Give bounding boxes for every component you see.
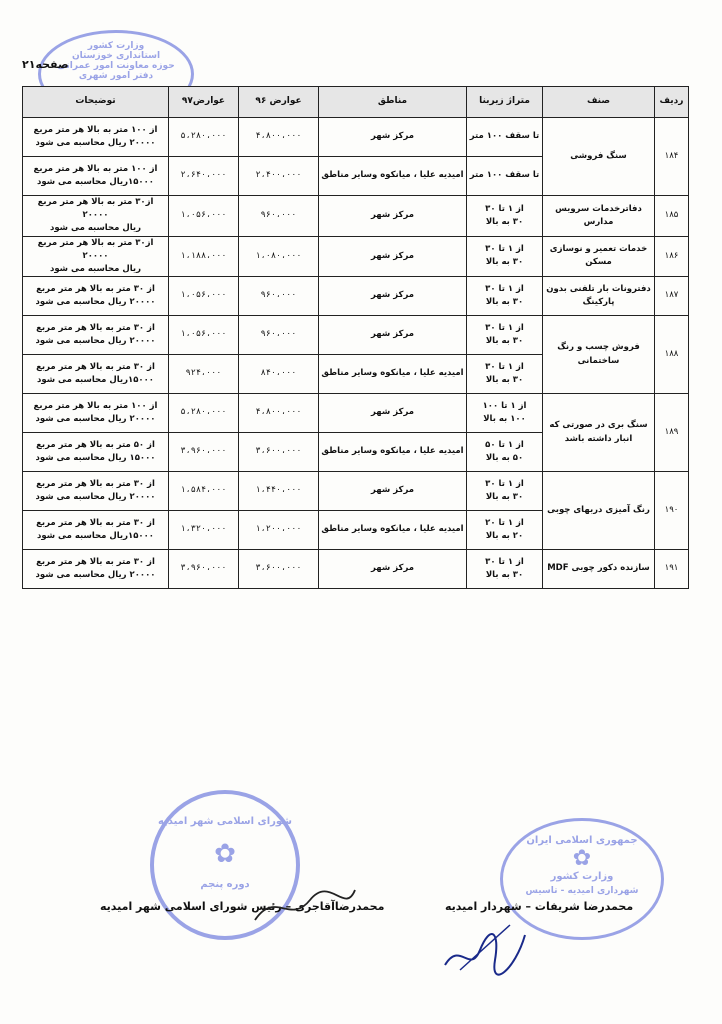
emblem-icon: ✿ bbox=[572, 846, 592, 871]
type-line-1: فروش چسب و رنگ bbox=[557, 342, 640, 353]
area-line-1: از ۱ تا ۳۰ bbox=[485, 556, 524, 567]
area-line-1: از ۱ تا ۳۰ bbox=[485, 244, 524, 255]
area-line-2: ۳۰ به بالا bbox=[485, 492, 524, 503]
type-line-2: پارکینگ bbox=[582, 297, 615, 308]
stamp-right-line-2: وزارت کشور bbox=[550, 871, 614, 882]
fees-table bbox=[22, 86, 689, 589]
note-line-1: از ۳۰ متر به بالا هر متر مربع bbox=[36, 361, 155, 372]
area-line-1: از ۱ تا ۳۰ bbox=[485, 322, 524, 333]
note bbox=[23, 355, 169, 394]
row-number: ۱۸۶ bbox=[655, 236, 689, 277]
business-type bbox=[543, 316, 655, 394]
area-line-2: ۲۰ به بالا bbox=[485, 531, 524, 542]
table-row bbox=[23, 277, 689, 316]
table-row bbox=[23, 550, 689, 589]
note-line-2: ۲۰۰۰۰ ریال محاسبه می شود bbox=[35, 138, 156, 148]
note-line-1: از ۳۰ متر به بالا هر متر مربع bbox=[36, 517, 155, 528]
note-line-2: ۱۵۰۰۰ ریال محاسبه می شود bbox=[35, 453, 156, 464]
business-type: سازنده دکور چوبی MDF bbox=[543, 550, 655, 589]
note-line-2: ۲۰۰۰۰ ریال محاسبه می شود bbox=[35, 492, 156, 503]
stamp-top-line-4: دفتر امور شهری bbox=[78, 71, 154, 81]
note-line-2: ریال محاسبه می شود bbox=[49, 223, 141, 234]
fee-96: ۲،۴۰۰،۰۰۰ bbox=[239, 157, 319, 196]
area-line-1: از ۱ تا ۵۰ bbox=[485, 439, 524, 450]
fee-97: ۹۲۴،۰۰۰ bbox=[169, 355, 239, 394]
emblem-icon: ✿ bbox=[214, 839, 236, 869]
area-range bbox=[467, 511, 543, 550]
area-range bbox=[467, 394, 543, 433]
table-header-row bbox=[23, 87, 689, 118]
fee-96: ۳،۶۰۰،۰۰۰ bbox=[239, 550, 319, 589]
note bbox=[23, 550, 169, 589]
area-range: تا سقف ۱۰۰ متر bbox=[467, 157, 543, 196]
area-line-1: از ۱ تا ۳۰ bbox=[485, 478, 524, 489]
note-line-1: از ۱۰۰ متر به بالا هر متر مربع bbox=[33, 400, 158, 411]
fee-96: ۳،۶۰۰،۰۰۰ bbox=[239, 433, 319, 472]
note bbox=[23, 472, 169, 511]
header-fee96: عوارض ۹۶ bbox=[239, 87, 319, 118]
fee-96: ۱،۴۴۰،۰۰۰ bbox=[239, 472, 319, 511]
region: امیدیه علیا ، میانکوه وسایر مناطق bbox=[319, 355, 467, 394]
area-range bbox=[467, 236, 543, 277]
region: مرکز شهر bbox=[319, 196, 467, 237]
stamp-left-line-1: شورای اسلامی شهر امیدیه bbox=[157, 816, 292, 827]
note bbox=[23, 511, 169, 550]
area-line-2: ۳۰ به بالا bbox=[485, 297, 524, 308]
fee-97: ۱،۱۸۸،۰۰۰ bbox=[169, 236, 239, 277]
note bbox=[23, 316, 169, 355]
note-line-1: از۳۰ متر به بالا هر متر مربع ۲۰۰۰۰ bbox=[37, 237, 154, 261]
table-row bbox=[23, 316, 689, 355]
handwritten-signature bbox=[250, 880, 360, 930]
note-line-2: ۲۰۰۰۰ ریال محاسبه می شود bbox=[35, 297, 156, 308]
page-number: صفحه۲۱ bbox=[22, 58, 69, 71]
note-line-1: از ۵۰ متر به بالا هر متر مربع bbox=[36, 439, 155, 450]
area-range bbox=[467, 196, 543, 237]
mayor-signature-line: محمدرضا شریفات – شهردار امیدیه bbox=[445, 900, 634, 913]
note bbox=[23, 196, 169, 237]
area-range bbox=[467, 277, 543, 316]
type-line-2: انبار داشته باشد bbox=[564, 433, 633, 444]
fee-97: ۳،۹۶۰،۰۰۰ bbox=[169, 550, 239, 589]
fee-96: ۹۶۰،۰۰۰ bbox=[239, 277, 319, 316]
note-line-1: از ۳۰ متر به بالا هر متر مربع bbox=[36, 478, 155, 489]
area-line-1: از ۱ تا ۳۰ bbox=[485, 361, 524, 372]
business-type: رنگ آمیزی دربهای چوبی bbox=[543, 472, 655, 550]
area-line-2: ۵۰ به بالا bbox=[485, 453, 524, 464]
business-type bbox=[543, 236, 655, 277]
area-line-2: ۳۰ به بالا bbox=[485, 570, 524, 581]
row-number: ۱۸۵ bbox=[655, 196, 689, 237]
handwritten-signature bbox=[440, 920, 530, 980]
note bbox=[23, 157, 169, 196]
area-range bbox=[467, 550, 543, 589]
area-range bbox=[467, 355, 543, 394]
row-number: ۱۸۸ bbox=[655, 316, 689, 394]
header-notes: توضیحات bbox=[23, 87, 169, 118]
note bbox=[23, 118, 169, 157]
fee-97: ۱،۰۵۶،۰۰۰ bbox=[169, 196, 239, 237]
business-type: سنگ فروشی bbox=[543, 118, 655, 196]
header-area: متراژ زیربنا bbox=[467, 87, 543, 118]
stamp-top-line-3: حوزه معاونت امور عمرانی bbox=[57, 61, 175, 71]
fee-97: ۱،۳۲۰،۰۰۰ bbox=[169, 511, 239, 550]
region: امیدیه علیا ، میانکوه وسایر مناطق bbox=[319, 433, 467, 472]
stamp-right-line-3: شهرداری امیدیه - تاسیس bbox=[525, 886, 639, 896]
area-range bbox=[467, 316, 543, 355]
area-range bbox=[467, 433, 543, 472]
area-range bbox=[467, 472, 543, 511]
table-row bbox=[23, 394, 689, 433]
stamp-top-line-1: وزارت کشور bbox=[87, 41, 145, 51]
note-line-2: ۱۵۰۰۰ریال محاسبه می شود bbox=[37, 177, 154, 187]
note-line-2: ۲۰۰۰۰ ریال محاسبه می شود bbox=[35, 570, 156, 581]
note-line-1: از ۱۰۰ متر به بالا هر متر مربع bbox=[33, 163, 158, 174]
area-line-2: ۳۰ به بالا bbox=[485, 336, 524, 347]
region: امیدیه علیا ، میانکوه وسایر مناطق bbox=[319, 157, 467, 196]
stamp-right-line-1: جمهوری اسلامی ایران bbox=[526, 835, 638, 846]
fee-96: ۴،۸۰۰،۰۰۰ bbox=[239, 394, 319, 433]
note bbox=[23, 236, 169, 277]
region: مرکز شهر bbox=[319, 394, 467, 433]
region: مرکز شهر bbox=[319, 316, 467, 355]
table-row bbox=[23, 118, 689, 157]
business-type bbox=[543, 277, 655, 316]
note-line-1: از ۱۰۰ متر به بالا هر متر مربع bbox=[33, 124, 158, 135]
note-line-1: از ۳۰ متر به بالا هر متر مربع bbox=[36, 556, 155, 567]
region: مرکز شهر bbox=[319, 472, 467, 511]
business-type bbox=[543, 394, 655, 472]
type-line-2: ساختمانی bbox=[577, 355, 620, 366]
fee-97: ۱،۰۵۶،۰۰۰ bbox=[169, 316, 239, 355]
fee-96: ۹۶۰،۰۰۰ bbox=[239, 316, 319, 355]
type-line-1: سنگ بری در صورتی که bbox=[549, 420, 648, 431]
header-region: مناطق bbox=[319, 87, 467, 118]
fee-97: ۱،۵۸۴،۰۰۰ bbox=[169, 472, 239, 511]
area-line-2: ۳۰ به بالا bbox=[485, 257, 524, 268]
note-line-2: ۱۵۰۰۰ریال محاسبه می شود bbox=[37, 375, 154, 386]
row-number: ۱۹۱ bbox=[655, 550, 689, 589]
table-row bbox=[23, 196, 689, 237]
region: امیدیه علیا ، میانکوه وسایر مناطق bbox=[319, 511, 467, 550]
area-line-2: ۱۰۰ به بالا bbox=[483, 414, 526, 425]
fee-96: ۸۴۰،۰۰۰ bbox=[239, 355, 319, 394]
row-number: ۱۸۷ bbox=[655, 277, 689, 316]
note-line-1: از ۳۰ متر به بالا هر متر مربع bbox=[36, 283, 155, 294]
stamp-left-line-2: دوره پنجم bbox=[200, 879, 250, 890]
row-number: ۱۸۴ bbox=[655, 118, 689, 196]
fee-96: ۱،۲۰۰،۰۰۰ bbox=[239, 511, 319, 550]
header-fee97: عوارض۹۷ bbox=[169, 87, 239, 118]
area-line-1: از ۱ تا ۳۰ bbox=[485, 203, 524, 214]
area-line-2: ۳۰ به بالا bbox=[485, 375, 524, 386]
stamp-top-line-2: استانداری خوزستان bbox=[71, 51, 161, 61]
area-range: تا سقف ۱۰۰ متر bbox=[467, 118, 543, 157]
row-number: ۱۹۰ bbox=[655, 472, 689, 550]
region: مرکز شهر bbox=[319, 277, 467, 316]
note bbox=[23, 394, 169, 433]
note-line-2: ۲۰۰۰۰ ریال محاسبه می شود bbox=[35, 414, 156, 425]
fee-96: ۴،۸۰۰،۰۰۰ bbox=[239, 118, 319, 157]
header-row-no: ردیف bbox=[655, 87, 689, 118]
fee-97: ۳،۹۶۰،۰۰۰ bbox=[169, 433, 239, 472]
note-line-2: ریال محاسبه می شود bbox=[49, 263, 141, 274]
area-line-1: از ۱ تا ۳۰ bbox=[485, 283, 524, 294]
type-line-2: مسکن bbox=[585, 257, 612, 268]
note bbox=[23, 433, 169, 472]
council-chair-signature-line: محمدرضاآقاجری – رئیس شورای اسلامی شهر امیدیه bbox=[100, 900, 385, 913]
table-row bbox=[23, 236, 689, 277]
note-line-1: از۳۰ متر به بالا هر متر مربع ۲۰۰۰۰ bbox=[37, 197, 154, 221]
fee-96: ۱،۰۸۰،۰۰۰ bbox=[239, 236, 319, 277]
note-line-2: ۱۵۰۰۰ریال محاسبه می شود bbox=[37, 531, 154, 542]
region: مرکز شهر bbox=[319, 236, 467, 277]
area-line-2: ۳۰ به بالا bbox=[485, 216, 524, 227]
fee-96: ۹۶۰،۰۰۰ bbox=[239, 196, 319, 237]
region: مرکز شهر bbox=[319, 550, 467, 589]
fee-97: ۱،۰۵۶،۰۰۰ bbox=[169, 277, 239, 316]
type-line-1: خدمات تعمیر و نوسازی bbox=[549, 244, 648, 255]
area-line-1: از ۱ تا ۱۰۰ bbox=[482, 400, 527, 411]
type-line-1: دفترونات بار تلفنی بدون bbox=[546, 283, 651, 294]
area-line-1: از ۱ تا ۲۰ bbox=[485, 517, 524, 528]
row-number: ۱۸۹ bbox=[655, 394, 689, 472]
fee-97: ۲،۶۴۰،۰۰۰ bbox=[169, 157, 239, 196]
fee-97: ۵،۲۸۰،۰۰۰ bbox=[169, 394, 239, 433]
header-type: صنف bbox=[543, 87, 655, 118]
note-line-2: ۲۰۰۰۰ ریال محاسبه می شود bbox=[35, 336, 156, 347]
note-line-1: از ۳۰ متر به بالا هر متر مربع bbox=[36, 322, 155, 333]
business-type: دفاترخدمات سرویس مدارس bbox=[543, 196, 655, 237]
table-row bbox=[23, 472, 689, 511]
note bbox=[23, 277, 169, 316]
fee-97: ۵،۲۸۰،۰۰۰ bbox=[169, 118, 239, 157]
region: مرکز شهر bbox=[319, 118, 467, 157]
